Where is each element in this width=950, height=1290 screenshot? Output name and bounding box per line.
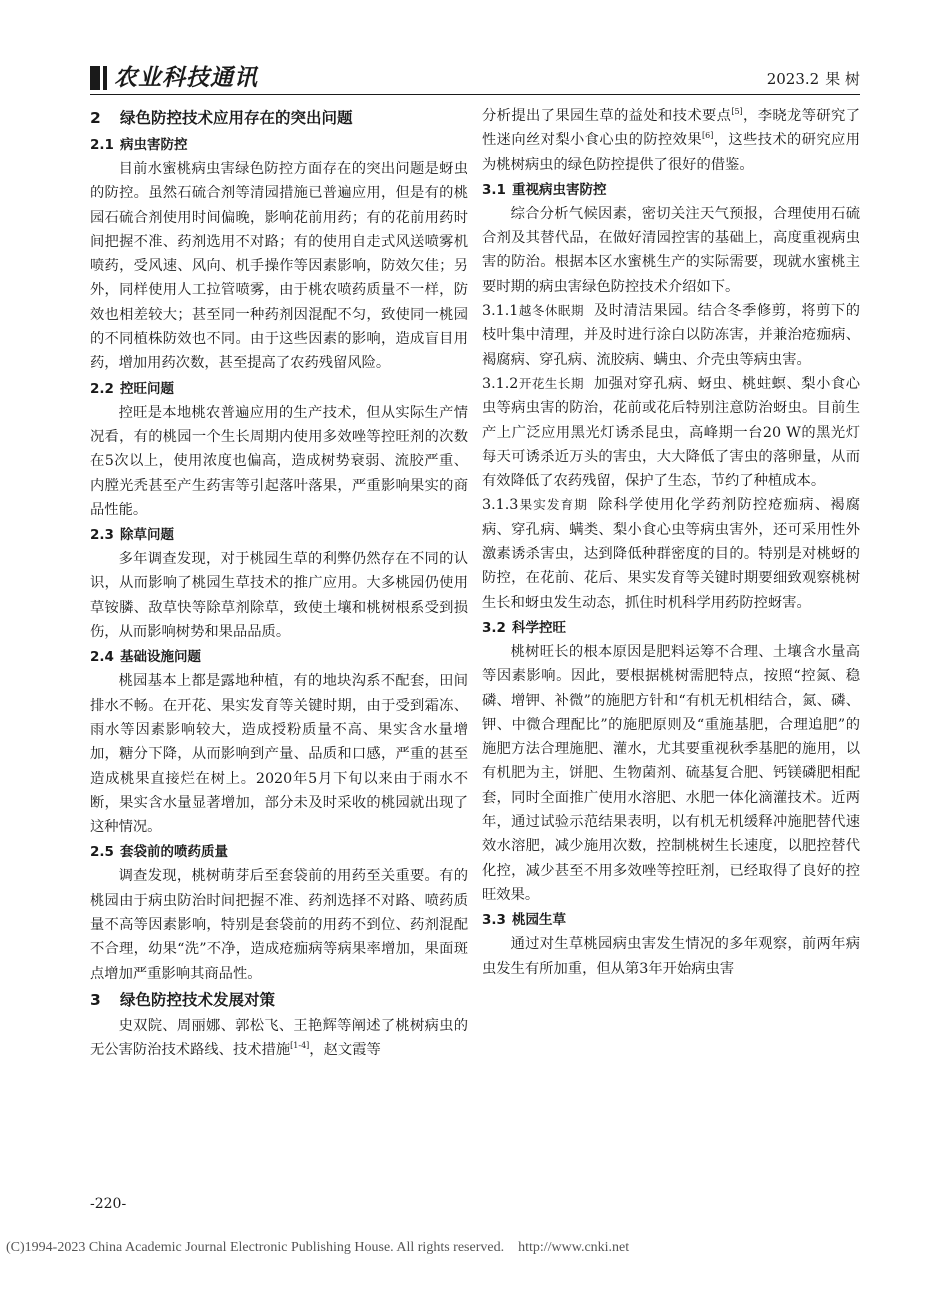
- subsection-heading: 2.2 控旺问题: [90, 380, 174, 397]
- issue-label: 2023.2: [766, 70, 820, 88]
- section-heading: 2 绿色防控技术应用存在的突出问题: [90, 109, 353, 127]
- header-rule: [90, 94, 860, 95]
- paragraph: 通过对生草桃园病虫害发生情况的多年观察，前两年病虫发生有所加重，但从第3年开始病虫害: [482, 936, 860, 977]
- paragraph: 综合分析气候因素，密切关注天气预报，合理使用石硫合剂及其替代品，在做好清园控害的基础上，高度重视病虫害的防治。根据本区水蜜桃生产的实际需要，现就水蜜桃主要时期的病虫害绿色防控技术介绍如下。: [482, 205, 860, 295]
- citation: [1-4]: [290, 1041, 310, 1051]
- citation: [5]: [731, 107, 743, 117]
- subsection-heading: 3.2 科学控旺: [482, 619, 566, 636]
- paragraph: 调查发现，桃树萌芽后至套袋前的用药至关重要。有的桃园由于病虫防治时间把握不准、药剂选择不对路、喷药质量不高等因素影响，特别是套袋前的用药不到位、药剂混配不合理，幼果“洗”不净，造成疮痂病等病果率增加，果面斑点增加严重影响其商品性。: [90, 868, 468, 982]
- page-number: -220-: [90, 1196, 127, 1212]
- subsection-heading: 2.1 病虫害防控: [90, 137, 188, 153]
- subsection-heading: 3.1 重视病虫害防控: [482, 181, 607, 198]
- logo-bar-thin-icon: [103, 66, 107, 90]
- subsection-heading: 2.5 套袋前的喷药质量: [90, 844, 228, 861]
- page-header: [90, 64, 860, 94]
- header-issue-info: [761, 68, 860, 90]
- citation: [6]: [702, 131, 714, 141]
- footer-url: http://www.cnki.net: [518, 1240, 630, 1255]
- copyright-footer: [6, 1240, 629, 1256]
- paragraph: 桃树旺长的根本原因是肥料运筹不合理、土壤含水量高等因素影响。因此，要根据桃树需肥特点，按照“控氮、稳磷、增钾、补微”的施肥方针和“有机无机相结合，氮、磷、钾、中微合理配比”的施肥原则及“重施基肥，合理追肥”的施肥方法合理施肥、灌水，尤其要重视秋季基肥的施用，以有机肥为主，饼肥、生物菌剂、硫基复合肥、钙镁磷肥相配套，同时全面推广使用水溶肥、水肥一体化滴灌技术。近两年，通过试验示范结果表明，以有机无机缓释冲施肥替代速效水溶肥，减少施用次数，控制桃树生长速度，以肥控替代化控，减少甚至不用多效唑等控旺剂，已经取得了良好的控旺效果。: [482, 643, 860, 903]
- subsection-heading: 2.4 基础设施问题: [90, 649, 201, 666]
- left-column: [90, 104, 468, 1063]
- logo-bar-icon: [90, 66, 100, 90]
- paragraph: 控旺是本地桃农普遍应用的生产技术，但从实际生产情况看，有的桃园一个生长周期内使用多效唑等控旺剂的次数在5次以上，使用浓度也偏高，造成树势衰弱、流胶严重、内膛光秃甚至产生药害等引起落叶落果，严重影响果实的商品性能。: [90, 404, 468, 518]
- section-heading: 3 绿色防控技术发展对策: [90, 990, 276, 1009]
- section-label: 果 树: [825, 70, 860, 88]
- subsection-heading: 3.3 桃园生草: [482, 912, 566, 929]
- paragraph: 3.1.2开花生长期 加强对穿孔病、蚜虫、桃蛀螟、梨小食心虫等病虫害的防治，花前或花后特别注意防治蚜虫。目前生产上广泛应用黑光灯诱杀昆虫，高峰期一台20 W的黑光灯每天可诱杀近万头的害虫，大大降低了害虫的落卵量，从而有效降低了农药残留，保护了生态，节约了种植成本。: [482, 375, 860, 490]
- paragraph: 3.1.3果实发育期 除科学使用化学药剂防控疮痂病、褐腐病、穿孔病、螨类、梨小食心虫等病虫害外，还可采用性外激素诱杀害虫，达到降低种群密度的目的。特别是对桃蚜的防控，在花前、花后、果实发育等关键时期要细致观察桃树生长和蚜虫发生动态，抓住时机科学用药防控蚜害。: [482, 497, 860, 611]
- right-column: [482, 104, 860, 981]
- subsection-heading: 2.3 除草问题: [90, 527, 174, 544]
- paragraph: 多年调查发现，对于桃园生草的利弊仍然存在不同的认识，从而影响了桃园生草技术的推广应用。大多桃园仍使用草铵膦、敌草快等除草剂除草，致使土壤和桃树根系受到损伤，从而影响树势和果品品质。: [90, 551, 468, 641]
- paragraph: 桃园基本上都是露地种植，有的地块沟系不配套，田间排水不畅。在开花、果实发育等关键时期，由于受到霜冻、雨水等因素影响较大，造成授粉质量不高、果实含水量增加，糖分下降，从而影响到产量、品质和口感，严重的甚至造成桃果直接烂在树上。2020年5月下旬以来由于雨水不断，果实含水量显著增加，部分未及时采收的桃园就出现了这种情况。: [90, 673, 468, 836]
- paragraph: 分析提出了果园生草的益处和技术要点[5]，李晓龙等研究了性迷向丝对梨小食心虫的防控效果[6]，这些技术的研究应用为桃树病虫的绿色防控提供了很好的借鉴。: [482, 107, 861, 173]
- paragraph: 史双院、周丽娜、郭松飞、王艳辉等阐述了桃树病虫的无公害防治技术路线、技术措施[1-4]，赵文霞等: [90, 1017, 468, 1059]
- copyright-text: (C)1994-2023 China Academic Journal Electronic Publishing House. All rights reserved.: [6, 1240, 505, 1255]
- journal-logo: 农业科技通讯: [114, 64, 258, 91]
- paragraph: 3.1.1越冬休眠期 及时清洁果园。结合冬季修剪，将剪下的枝叶集中清理，并及时进行涂白以防冻害，并兼治疮痂病、褐腐病、穿孔病、流胶病、螨虫、介壳虫等病虫害。: [482, 303, 860, 368]
- paragraph: 目前水蜜桃病虫害绿色防控方面存在的突出问题是蚜虫的防控。虽然石硫合剂等清园措施已普遍应用，但是有的桃园石硫合剂使用时间偏晚，影响花前用药；有的花前用药时间把握不准、药剂选用不对路；有的使用自走式风送喷雾机喷药，受风速、风向、机手操作等因素影响，防效欠佳；另外，同样使用人工拉管喷雾，由于桃农喷药质量不一样，防效也相差较大；甚至同一种药剂因混配不匀，致使同一桃园的不同植株防效也不同。由于这些因素的影响，造成盲目用药，增加用药次数，甚至提高了农药残留风险。: [90, 161, 468, 372]
